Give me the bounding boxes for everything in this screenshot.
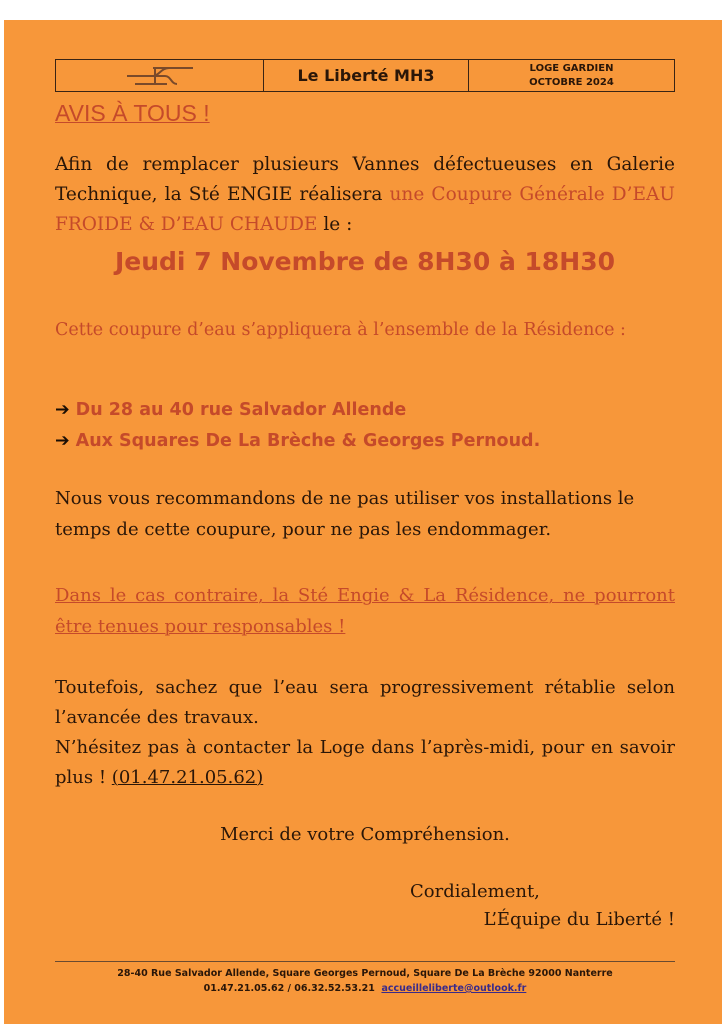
intro-paragraph xyxy=(55,150,675,240)
footer-divider xyxy=(55,961,675,962)
footer-address: 28-40 Rue Salvador Allende, Square Georges Pernoud, Square De La Brèche 92000 Nanterre xyxy=(117,968,613,979)
signature-text: L’Équipe du Liberté ! xyxy=(483,909,675,930)
scope-text: Cette coupure d’eau s’appliquera à l’ensemble de la Résidence : xyxy=(55,320,626,340)
regards-text: Cordialement, xyxy=(410,881,540,902)
address-text: Du 28 au 40 rue Salvador Allende xyxy=(75,400,407,420)
intro-end: le : xyxy=(317,214,353,235)
restore-text: Toutefois, sachez que l’eau sera progressivement rétablie selon l’avancée des travaux. xyxy=(55,677,675,728)
notice-title: AVIS À TOUS ! xyxy=(55,100,210,126)
loge-info xyxy=(469,60,674,91)
building-logo-icon xyxy=(125,64,195,88)
intro-text: Afin de remplacer plusieurs Vannes défectueuses en Galerie Technique, la Sté ENGIE réalisera xyxy=(55,154,675,205)
thanks-text: Merci de votre Compréhension. xyxy=(220,824,510,845)
address-text: Aux Squares De La Brèche & Georges Pernoud. xyxy=(75,431,541,451)
contact-text: N’hésitez pas à contacter la Loge dans l’après-midi, pour en savoir plus ! xyxy=(55,737,675,788)
address-item-2 xyxy=(55,431,540,451)
phone-link[interactable]: (01.47.21.05.62) xyxy=(111,767,264,788)
outage-date: Jeudi 7 Novembre de 8H30 à 18H30 xyxy=(114,247,616,276)
header-table xyxy=(55,59,675,92)
right-arrow-icon: ➔ xyxy=(55,400,70,420)
loge-label: LOGE GARDIEN xyxy=(529,62,614,74)
loge-date: OCTOBRE 2024 xyxy=(529,76,614,88)
address-item-1 xyxy=(55,400,406,420)
logo-cell xyxy=(56,60,264,91)
residence-name: Le Liberté MH3 xyxy=(264,60,469,91)
disclaimer-text: Dans le cas contraire, la Sté Engie & La Résidence, ne pourront être tenues pour responsables ! xyxy=(55,585,675,637)
restore-paragraph xyxy=(55,673,675,793)
intro-highlight: une Coupure Générale D’EAU FROIDE & D’EAU CHAUDE xyxy=(55,184,675,235)
footer-contact xyxy=(55,983,675,994)
footer-email-link[interactable]: accueilleliberte@outlook.fr xyxy=(381,983,527,994)
right-arrow-icon: ➔ xyxy=(55,431,70,451)
recommendation-text: Nous vous recommandons de ne pas utiliser vos installations le temps de cette coupure, pour ne pas les endommager. xyxy=(55,488,635,540)
footer-phones: 01.47.21.05.62 / 06.32.52.53.21 xyxy=(203,983,375,994)
